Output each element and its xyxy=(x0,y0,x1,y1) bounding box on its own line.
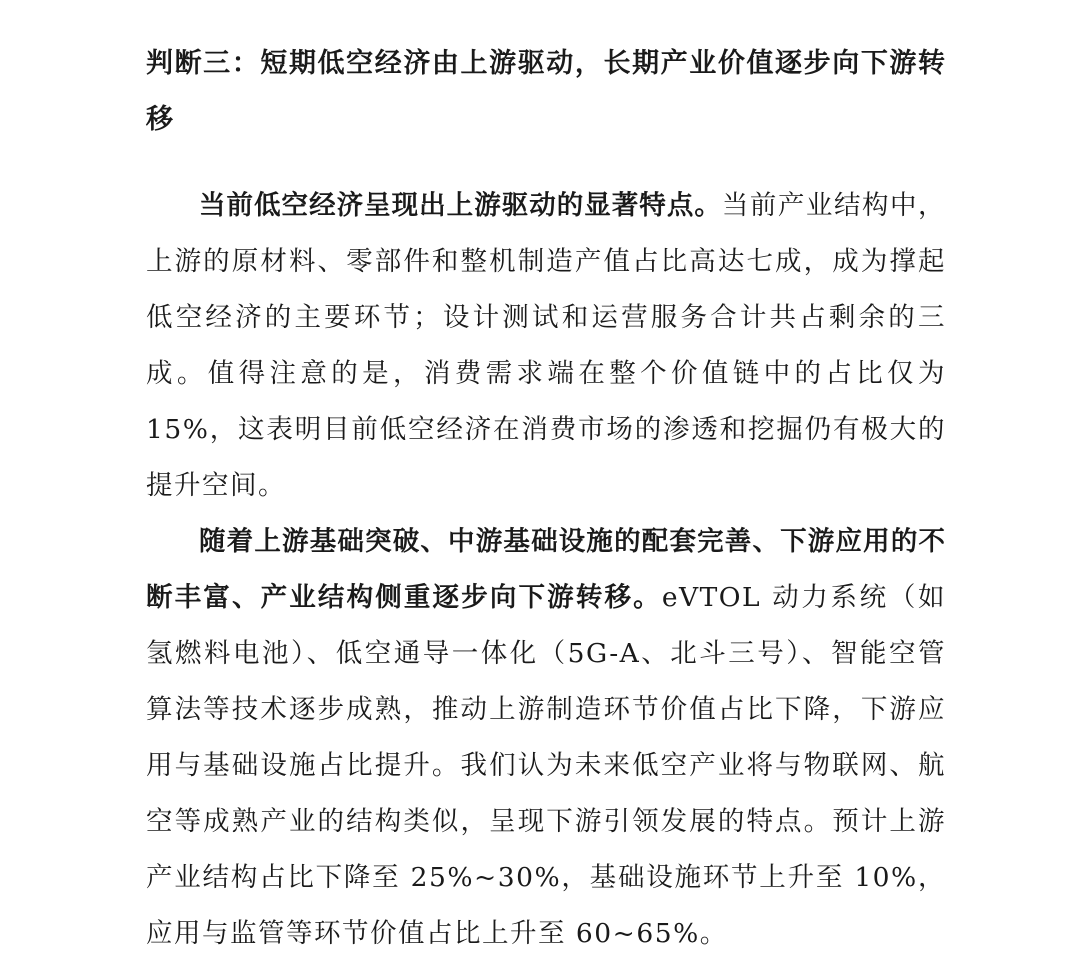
document-page xyxy=(146,36,946,962)
paragraph-2 xyxy=(146,514,946,962)
paragraph-2-lead: 随着上游基础突破、中游基础设施的配套完善、下游应用的不断丰富、产业结构侧重逐步向下游转移。 xyxy=(146,526,946,613)
paragraph-2-body: eVTOL 动力系统（如氢燃料电池）、低空通导一体化（5G-A、北斗三号）、智能空管算法等技术逐步成熟，推动上游制造环节价值占比下降，下游应用与基础设施占比提升。我们认为未来低空产业将与物联网、航空等成熟产业的结构类似，呈现下游引领发展的特点。预计上游产业结构占比下降至 25%~30%，基础设施环节上升至 10%，应用与监管等环节价值占比上升至 60~65%。 xyxy=(146,582,946,949)
paragraph-1-body: 当前产业结构中，上游的原材料、零部件和整机制造产值占比高达七成，成为撑起低空经济的主要环节；设计测试和运营服务合计共占剩余的三成。值得注意的是，消费需求端在整个价值链中的占比仅为 15%，这表明目前低空经济在消费市场的渗透和挖掘仍有极大的提升空间。 xyxy=(146,190,947,501)
section-heading: 判断三：短期低空经济由上游驱动，长期产业价值逐步向下游转移 xyxy=(146,48,946,135)
paragraph-1 xyxy=(146,178,946,514)
paragraph-1-lead: 当前低空经济呈现出上游驱动的显著特点。 xyxy=(199,190,722,221)
